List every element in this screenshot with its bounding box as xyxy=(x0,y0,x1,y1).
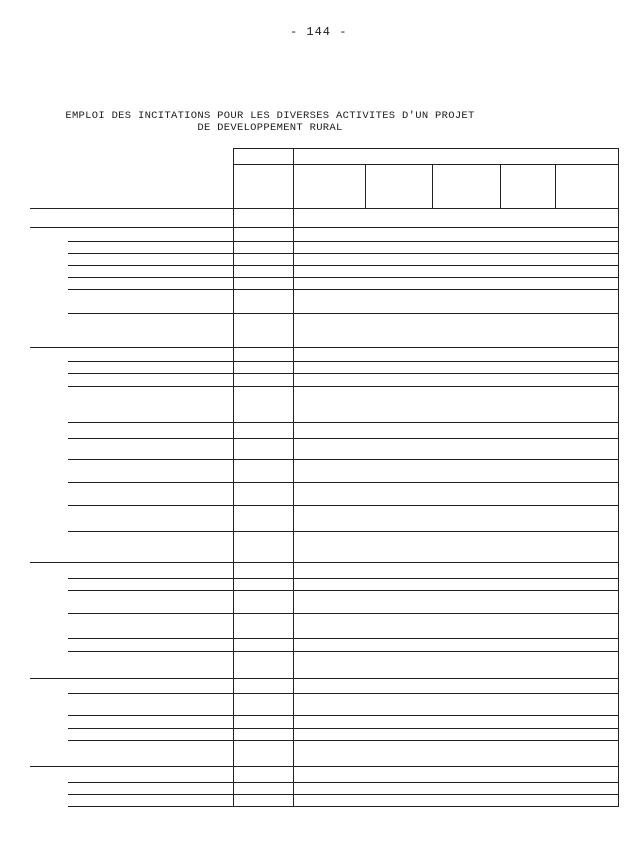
section-rule xyxy=(30,678,619,679)
header-column-rule xyxy=(500,164,501,208)
row-rule xyxy=(68,277,619,278)
row-rule xyxy=(68,794,619,795)
row-rule xyxy=(68,422,619,423)
row-rule xyxy=(68,531,619,532)
row-rule xyxy=(68,373,619,374)
header-top-rule xyxy=(233,148,619,149)
mecaniques-rule xyxy=(293,148,294,806)
header-column-rule xyxy=(555,164,556,208)
row-rule xyxy=(68,361,619,362)
section-rule xyxy=(30,227,619,228)
row-rule xyxy=(68,313,619,314)
table-left-rule xyxy=(233,148,234,806)
header-column-rule xyxy=(365,164,366,208)
row-rule xyxy=(68,578,619,579)
header-column-rule xyxy=(432,164,433,208)
row-rule xyxy=(68,740,619,741)
page-number: - 144 - xyxy=(290,25,348,39)
section-rule xyxy=(30,347,619,348)
header-group-rule xyxy=(233,164,619,165)
row-rule xyxy=(68,638,619,639)
row-rule xyxy=(68,715,619,716)
row-rule xyxy=(68,438,619,439)
row-rule xyxy=(68,459,619,460)
table-title-line-1: EMPLOI DES INCITATIONS POUR LES DIVERSES ACTIVITES D'UN PROJET xyxy=(65,110,475,122)
row-rule xyxy=(68,482,619,483)
row-rule xyxy=(68,728,619,729)
row-rule xyxy=(68,613,619,614)
row-rule xyxy=(68,505,619,506)
row-rule xyxy=(68,241,619,242)
row-rule xyxy=(68,386,619,387)
row-rule xyxy=(68,590,619,591)
row-rule xyxy=(68,693,619,694)
row-rule xyxy=(68,265,619,266)
row-rule xyxy=(68,651,619,652)
section-rule xyxy=(30,562,619,563)
row-rule xyxy=(68,289,619,290)
row-rule xyxy=(68,253,619,254)
row-rule xyxy=(68,782,619,783)
table-title-line-2: DE DEVELOPPEMENT RURAL xyxy=(197,122,343,134)
section-rule xyxy=(30,766,619,767)
header-bottom-rule xyxy=(30,208,619,209)
row-rule xyxy=(68,806,619,807)
table-right-rule xyxy=(618,148,619,806)
